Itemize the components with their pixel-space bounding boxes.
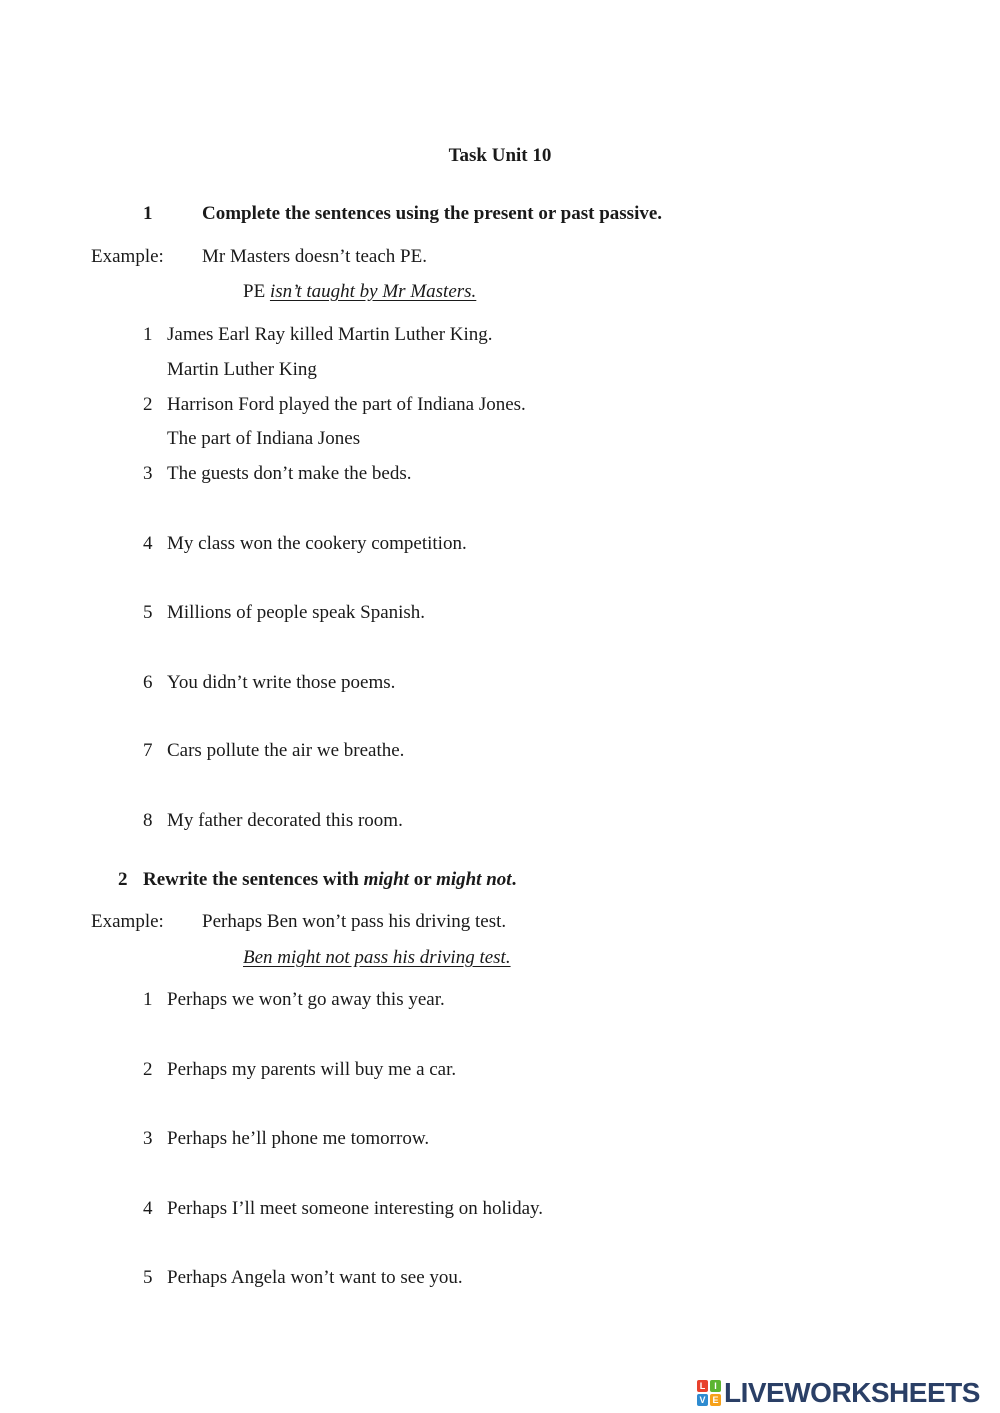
example-label: Example: [91, 911, 164, 932]
item-prompt: Martin Luther King [167, 359, 317, 380]
item-sentence: My father decorated this room. [167, 810, 403, 831]
item-sentence: You didn’t write those poems. [167, 672, 396, 693]
example-answer-line [243, 282, 476, 301]
item-sentence: My class won the cookery competition. [167, 533, 467, 554]
section1-heading: Complete the sentences using the present or past passive. [202, 203, 663, 224]
section1-number: 1 [143, 203, 153, 224]
section2-number: 2 [118, 869, 128, 890]
example-answer: Ben might not pass his driving test. [243, 947, 511, 968]
item-number: 2 [143, 1059, 153, 1080]
item-number: 1 [143, 324, 153, 345]
section2-heading-or: or [413, 869, 432, 890]
item-sentence: Harrison Ford played the part of Indiana Jones. [167, 394, 526, 415]
item-number: 3 [143, 1128, 153, 1149]
item-sentence: Perhaps I’ll meet someone interesting on holiday. [167, 1198, 544, 1219]
example-answer-prefix: PE [243, 281, 266, 302]
item-number: 5 [143, 602, 153, 623]
example-answer: isn’t taught by Mr Masters. [269, 281, 477, 302]
item-sentence: James Earl Ray killed Martin Luther King. [167, 324, 493, 345]
item-sentence: Perhaps he’ll phone me tomorrow. [167, 1128, 430, 1149]
item-sentence: Perhaps Angela won’t want to see you. [167, 1267, 463, 1288]
section2-heading-end: . [511, 869, 517, 890]
example-sentence: Mr Masters doesn’t teach PE. [202, 246, 427, 267]
item-sentence: Millions of people speak Spanish. [167, 602, 426, 623]
example-sentence: Perhaps Ben won’t pass his driving test. [202, 911, 507, 932]
section2-heading-text: Rewrite the sentences with [143, 869, 359, 890]
logo-mark-icon [697, 1380, 722, 1407]
item-number: 4 [143, 533, 153, 554]
example-label: Example: [91, 246, 164, 267]
item-sentence: Cars pollute the air we breathe. [167, 740, 405, 761]
item-number: 8 [143, 810, 153, 831]
item-sentence: Perhaps my parents will buy me a car. [167, 1059, 457, 1080]
item-number: 4 [143, 1198, 153, 1219]
item-number: 2 [143, 394, 153, 415]
logo-letter: V [697, 1394, 708, 1406]
section2-heading [143, 870, 516, 889]
section2-heading-might: might [363, 869, 409, 890]
item-sentence: Perhaps we won’t go away this year. [167, 989, 445, 1010]
logo-letter: I [710, 1380, 721, 1392]
logo-letter: E [710, 1394, 721, 1406]
item-number: 6 [143, 672, 153, 693]
item-number: 3 [143, 463, 153, 484]
item-number: 7 [143, 740, 153, 761]
page-title: Task Unit 10 [448, 145, 552, 166]
item-number: 5 [143, 1267, 153, 1288]
item-sentence: The guests don’t make the beds. [167, 463, 412, 484]
section2-heading-might-not: might not [436, 869, 512, 890]
liveworksheets-logo[interactable] [697, 1378, 980, 1408]
item-prompt: The part of Indiana Jones [167, 428, 361, 449]
logo-text: LIVEWORKSHEETS [724, 1377, 980, 1408]
item-number: 1 [143, 989, 153, 1010]
logo-letter: L [697, 1380, 708, 1392]
